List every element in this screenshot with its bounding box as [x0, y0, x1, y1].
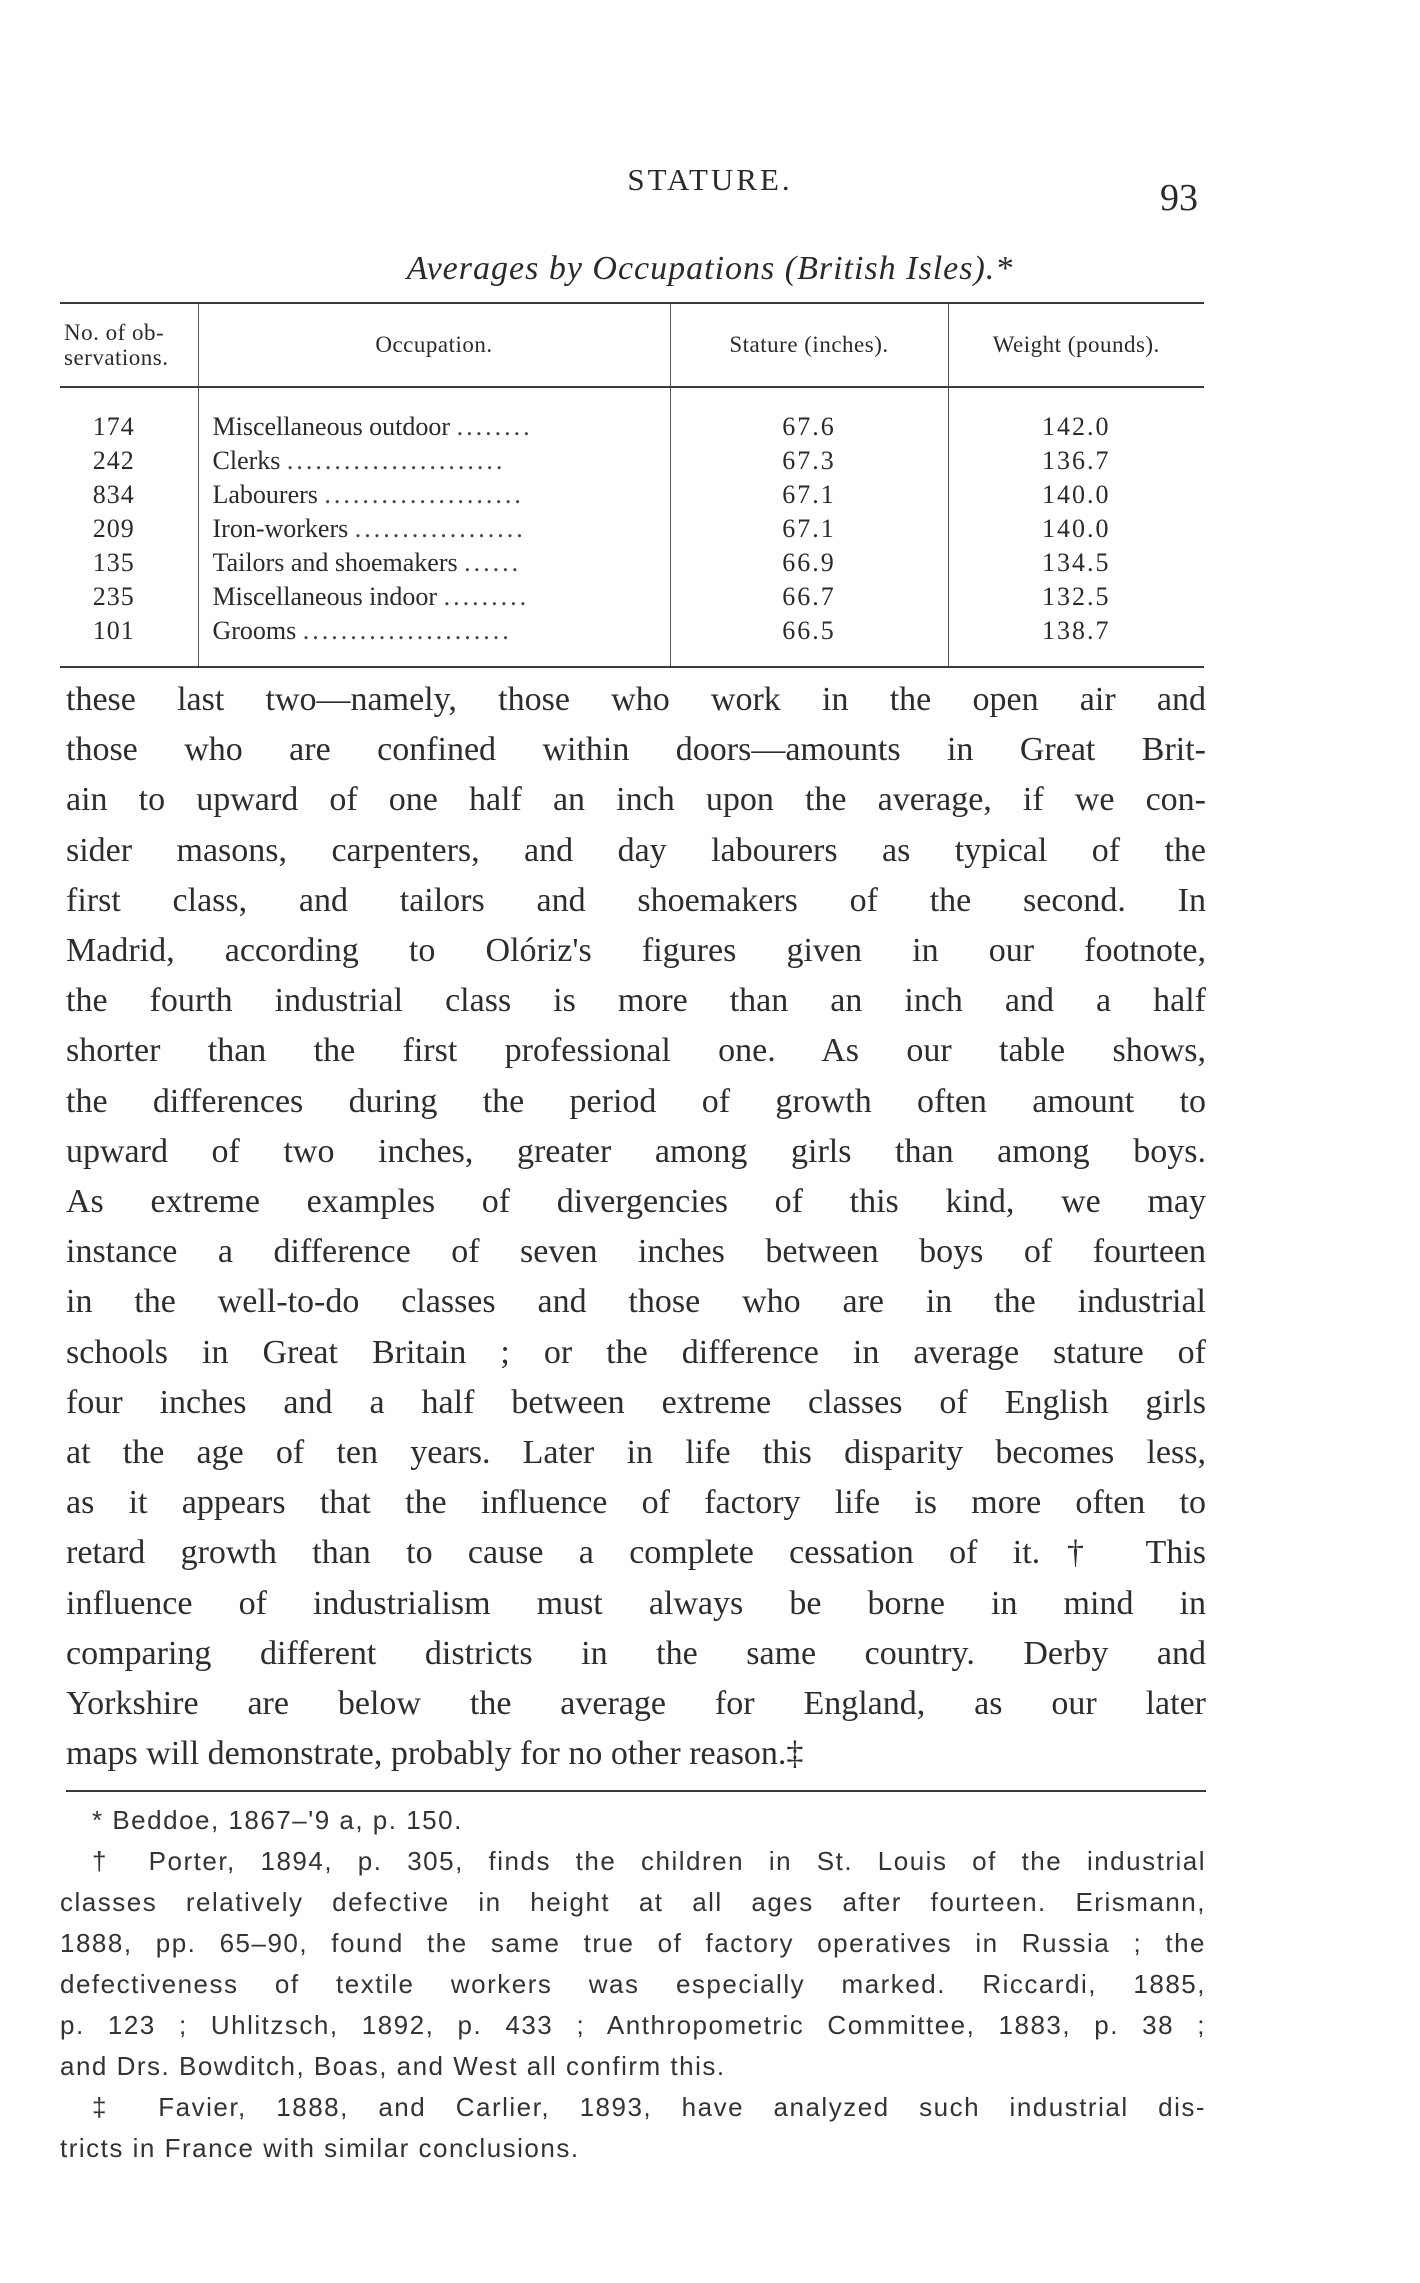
table-row: [60, 580, 1204, 614]
occupation-name: Clerks: [212, 446, 281, 475]
footnote-line: and Drs. Bowditch, Boas, and West all confirm this.: [60, 2051, 726, 2081]
text-line: comparing different districts in the same country. Derby and: [66, 1634, 1206, 1672]
occupation-name: Grooms: [212, 616, 297, 645]
cell-stature: 66.7: [670, 580, 948, 614]
cell-weight: 136.7: [948, 444, 1204, 478]
text-line: ain to upward of one half an inch upon the average, if we con-: [66, 781, 1206, 819]
cell-occupation: [198, 444, 670, 478]
occupation-name: Tailors and shoemakers: [212, 548, 458, 577]
cell-stature: 66.9: [670, 546, 948, 580]
occupation-name: Iron-workers: [212, 514, 349, 543]
text-line: in the well-to-do classes and those who are in the industrial: [66, 1283, 1206, 1321]
occupation-table: [60, 302, 1204, 668]
cell-stature: 66.5: [670, 614, 948, 667]
occupation-name: Labourers: [212, 480, 318, 509]
text-line: upward of two inches, greater among girls than among boys.: [66, 1132, 1206, 1170]
table-header-row: [60, 303, 1204, 387]
text-line: maps will demonstrate, probably for no other reason.‡: [66, 1735, 804, 1773]
text-line: instance a difference of seven inches between boys of fourteen: [66, 1233, 1206, 1271]
cell-observations: 235: [92, 582, 135, 611]
running-head: STATURE.: [627, 162, 793, 197]
text-line: the differences during the period of growth often amount to: [66, 1082, 1206, 1120]
footnote-line: tricts in France with similar conclusions.: [60, 2133, 580, 2163]
cell-observations: 101: [92, 616, 135, 645]
text-line: sider masons, carpenters, and day labourers as typical of the: [66, 831, 1206, 869]
text-line: four inches and a half between extreme classes of English girls: [66, 1383, 1206, 1421]
cell-observations: 174: [92, 412, 135, 441]
footnote: [60, 2087, 1206, 2169]
cell-occupation: [198, 387, 670, 444]
text-line: at the age of ten years. Later in life this disparity becomes less,: [66, 1434, 1206, 1472]
leader-dots: .....................: [324, 480, 524, 509]
leader-dots: .........: [443, 582, 530, 611]
page-number: 93: [1160, 177, 1198, 219]
header-weight: Weight (pounds).: [948, 303, 1204, 387]
leader-dots: ..................: [354, 514, 526, 543]
text-line: the fourth industrial class is more than an inch and a half: [66, 982, 1206, 1020]
text-line: these last two—namely, those who work in the open air and: [66, 681, 1206, 718]
text-line: influence of industrialism must always be borne in mind in: [66, 1584, 1206, 1622]
footnote-line: classes relatively defective in height at all ages after fourteen. Erismann,: [60, 1887, 1206, 1917]
table-title: Averages by Occupations (British Isles).*: [406, 250, 1014, 287]
cell-observations: 834: [92, 480, 135, 509]
cell-observations: 209: [92, 514, 135, 543]
cell-weight: 134.5: [948, 546, 1204, 580]
footnote-line: 1888, pp. 65–90, found the same true of factory operatives in Russia ; the: [60, 1928, 1206, 1958]
header-observations-line2: servations.: [64, 345, 169, 370]
footnote: [60, 1800, 1206, 1841]
table-row: [60, 444, 1204, 478]
text-line: those who are confined within doors—amounts in Great Brit-: [66, 731, 1206, 769]
text-line: first class, and tailors and shoemakers of the second. In: [66, 881, 1206, 919]
occupation-name: Miscellaneous outdoor: [212, 412, 451, 441]
header-observations-line1: No. of ob-: [64, 320, 165, 345]
cell-weight: 140.0: [948, 512, 1204, 546]
footnote: [60, 1841, 1206, 2087]
cell-occupation: [198, 580, 670, 614]
text-line: as it appears that the influence of factory life is more often to: [66, 1484, 1206, 1522]
occupation-name: Miscellaneous indoor: [212, 582, 438, 611]
leader-dots: ......: [464, 548, 522, 577]
text-line: As extreme examples of divergencies of this kind, we may: [66, 1183, 1206, 1221]
table-row: [60, 546, 1204, 580]
cell-stature: 67.3: [670, 444, 948, 478]
cell-weight: 140.0: [948, 478, 1204, 512]
header-stature: Stature (inches).: [670, 303, 948, 387]
cell-stature: 67.6: [670, 387, 948, 444]
cell-stature: 67.1: [670, 512, 948, 546]
cell-occupation: [198, 478, 670, 512]
cell-weight: 138.7: [948, 614, 1204, 667]
text-line: Madrid, according to Olóriz's figures given in our footnote,: [66, 932, 1206, 970]
cell-stature: 67.1: [670, 478, 948, 512]
leader-dots: ........: [456, 412, 533, 441]
footnotes: [60, 1800, 1206, 2169]
cell-weight: 132.5: [948, 580, 1204, 614]
table-row: [60, 614, 1204, 667]
table-row: [60, 387, 1204, 444]
cell-occupation: [198, 546, 670, 580]
header-observations: [60, 303, 198, 387]
cell-occupation: [198, 614, 670, 667]
leader-dots: ......................: [302, 616, 512, 645]
text-line: retard growth than to cause a complete cessation of it.† This: [66, 1534, 1206, 1572]
footnote-line: p. 123 ; Uhlitzsch, 1892, p. 433 ; Anthropometric Committee, 1883, p. 38 ;: [60, 2010, 1206, 2040]
cell-observations: 135: [92, 548, 135, 577]
table-row: [60, 512, 1204, 546]
cell-observations: 242: [92, 446, 135, 475]
footnote-line: defectiveness of textile workers was especially marked. Riccardi, 1885,: [60, 1969, 1206, 1999]
text-line: shorter than the first professional one. As our table shows,: [66, 1032, 1206, 1070]
footnote-line: * Beddoe, 1867–'9 a, p. 150.: [92, 1805, 463, 1835]
text-line: schools in Great Britain ; or the difference in average stature of: [66, 1333, 1206, 1371]
footnote-rule: [66, 1790, 1206, 1792]
cell-occupation: [198, 512, 670, 546]
footnote-line: † Porter, 1894, p. 305, finds the children in St. Louis of the industrial: [92, 1846, 1206, 1876]
body-paragraph: [66, 675, 1206, 1779]
footnote-line: ‡ Favier, 1888, and Carlier, 1893, have analyzed such industrial dis-: [92, 2092, 1206, 2122]
header-occupation: Occupation.: [198, 303, 670, 387]
table-row: [60, 478, 1204, 512]
cell-weight: 142.0: [948, 387, 1204, 444]
text-line: Yorkshire are below the average for England, as our later: [66, 1685, 1206, 1723]
leader-dots: .......................: [286, 446, 506, 475]
